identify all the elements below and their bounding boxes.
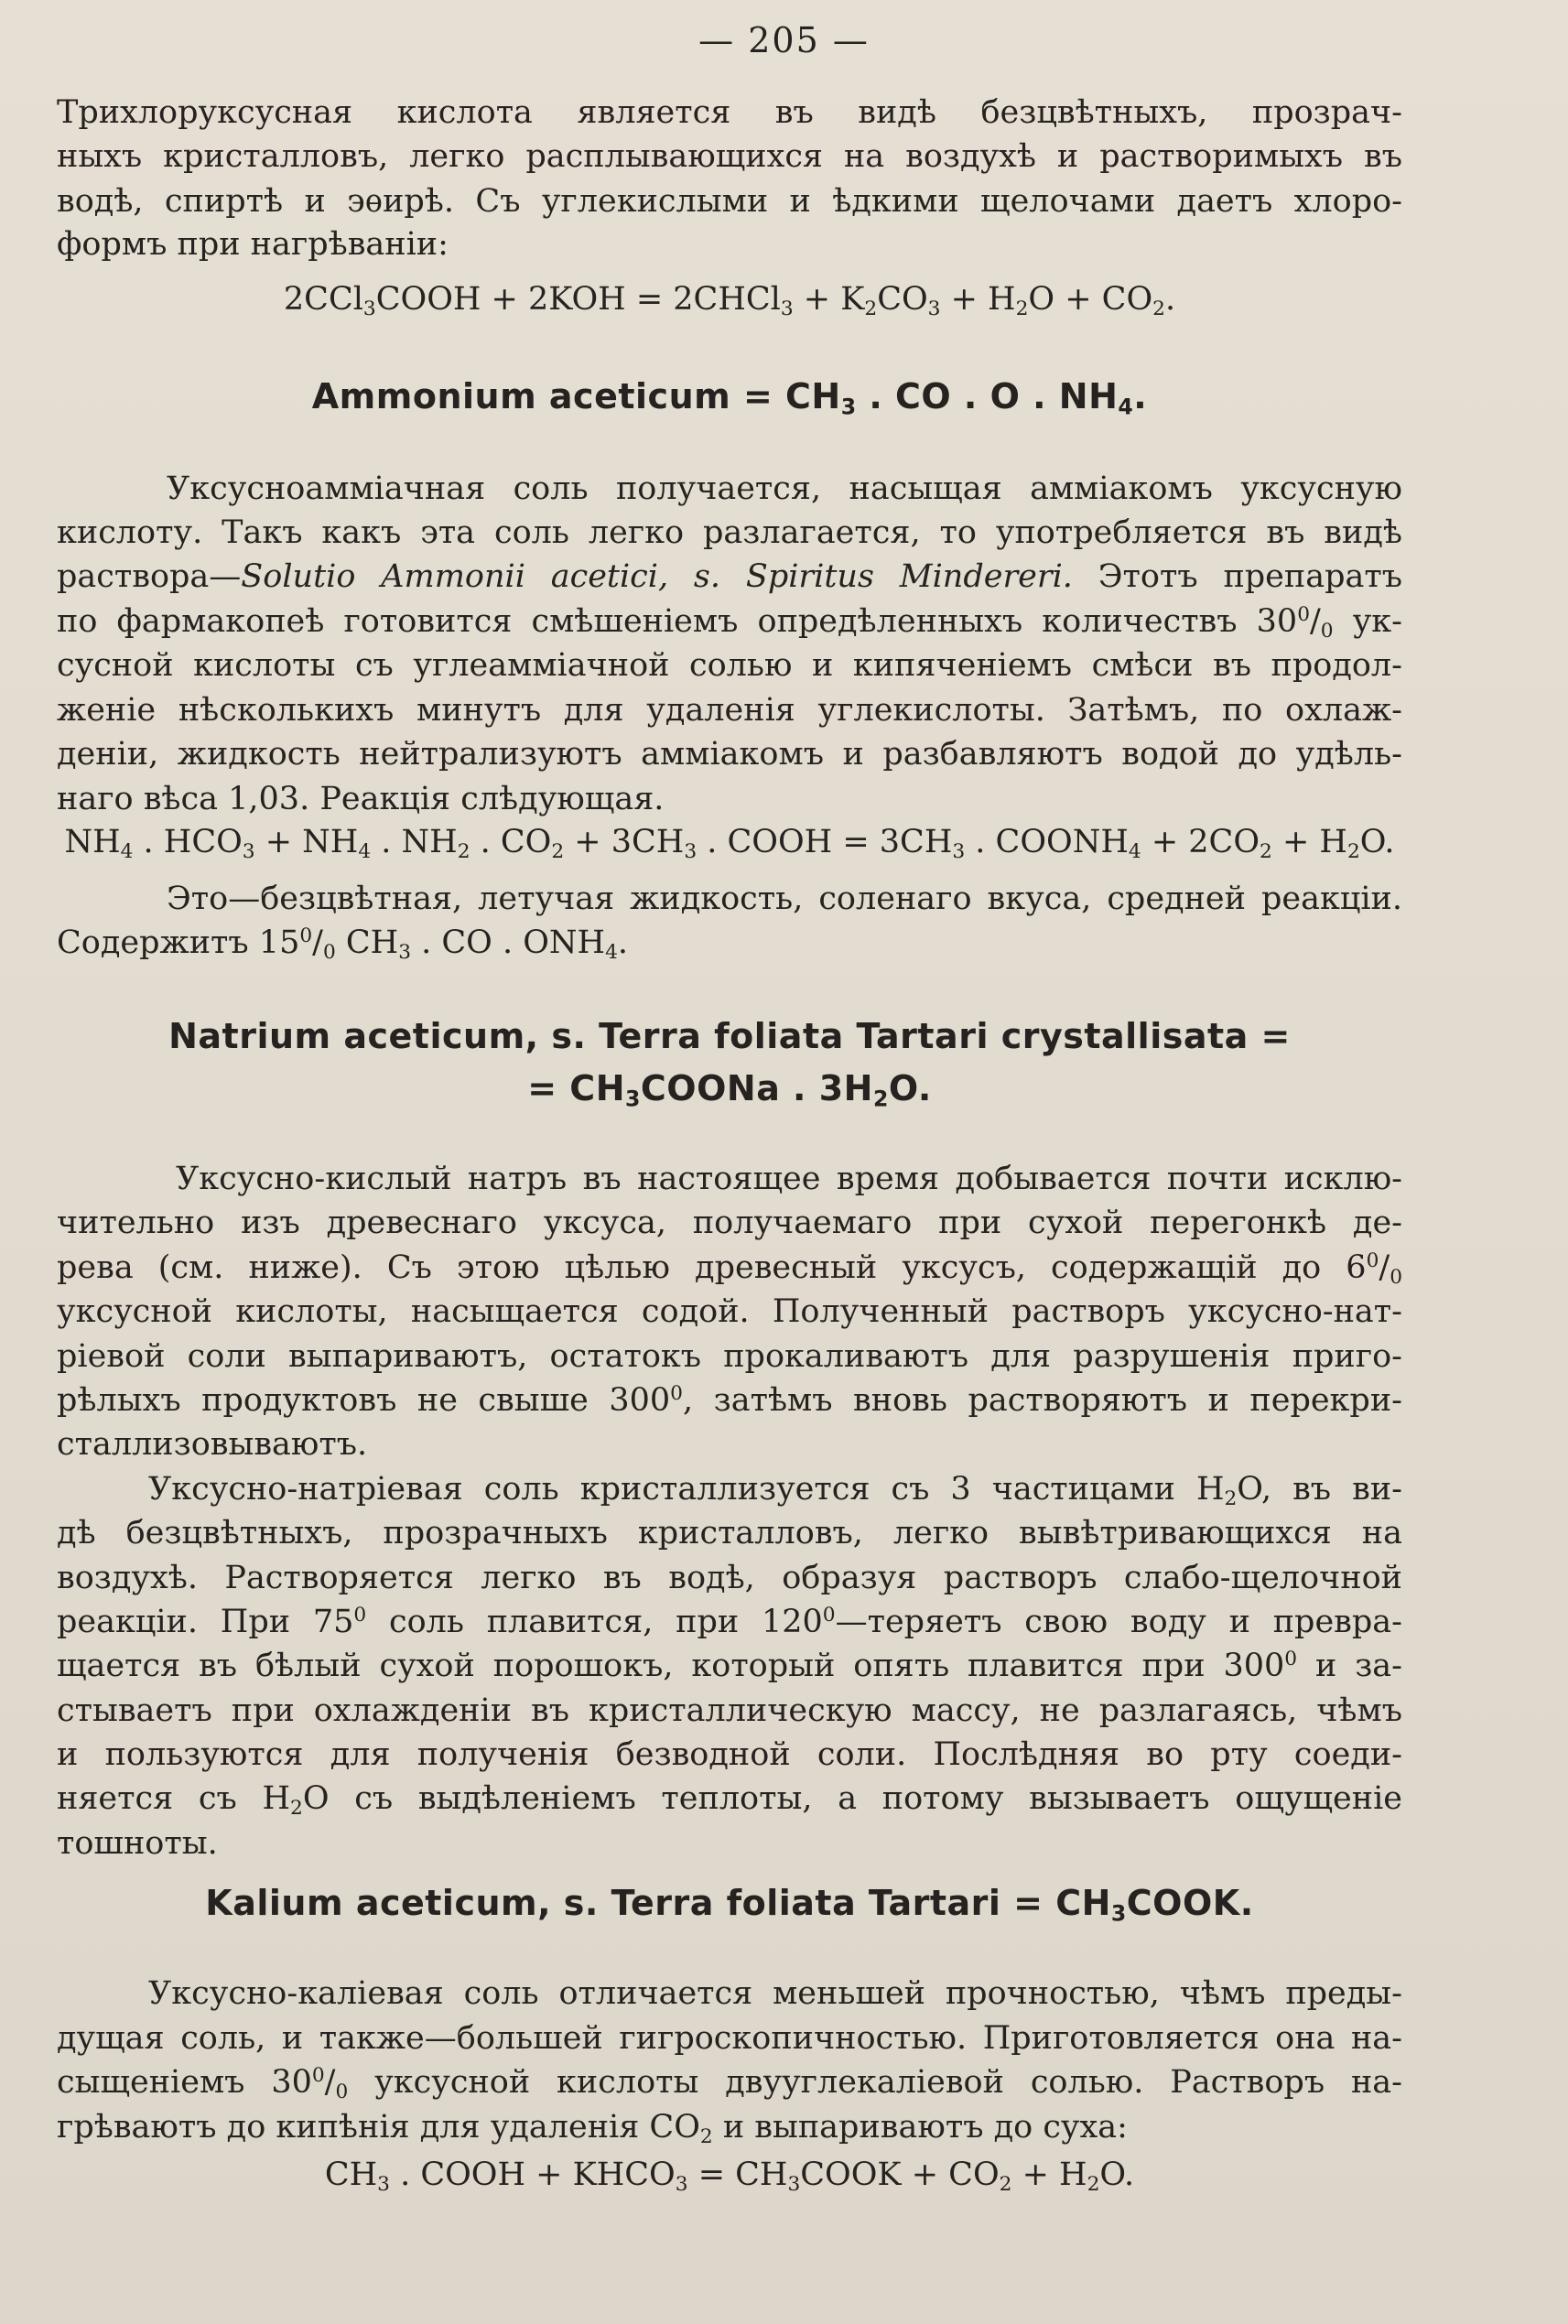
para1-line2: ныхъ кристалловъ, легко расплывающихся на воздухѣ и растворимыхъ въ [57,138,1402,175]
para2-line7: деніи, жидкость нейтрализуютъ амміакомъ и разбавляютъ водой до удѣль- [57,736,1402,773]
heading-ammonium-aceticum: Ammonium aceticum = $CH_3$ . CO . O . $NH_4$. [311,376,1148,420]
para1-line1: Трихлоруксусная кислота является въ видѣ безцвѣтныхъ, прозрач- [57,94,1402,131]
heading-natrium-formula: = $CH_3COONa$ . $3H_2O$. [527,1068,932,1112]
formula-trichloroacetic: 2CCl$_3$COOH + 2KOH = 2CHCl$_3$ + $K_2CO_3 + H_2O + CO_2$. [283,281,1176,321]
heading-natrium-aceticum: Natrium aceticum, s. Terra foliata Tartari crystallisata = [168,1016,1291,1056]
page-number: — 205 — [698,20,870,60]
para5-line7: и пользуются для полученія безводной соли. Послѣдняя во рту соеди- [57,1736,1402,1773]
formula-potassium-acetate: $CH_3$ . COOH + $KHCO_3$ = $CH_3COOK + CO_2 + H_2O$. [324,2156,1135,2197]
para4-line1: Уксусно-кислый натръ въ настоящее время добывается почти исклю- [176,1161,1402,1197]
para5-line8: няется съ $H_2O$ съ выдѣленіемъ теплоты, а потому вызываетъ ощущеніе [57,1780,1402,1821]
para5-line4: реакціи. При $75^0$ соль плавится, при $120^0—теряетъ$ свою воду и превра- [57,1604,1402,1640]
para3-line2: Содержитъ $15^0/_0$ $CH_3$ . CO . $ONH_4$. [57,924,629,965]
para3-line1: Это—безцвѣтная, летучая жидкость, соленаго вкуса, средней реакціи. [167,881,1402,917]
para5-line1: Уксусно-натріевая соль кристаллизуется съ 3 частицами $H_2O$, въ ви- [148,1471,1402,1511]
para2-line3: раствора—Solutio Ammonii acetici, s. Spiritus Mindereri. Этотъ препаратъ [57,558,1402,595]
para2-line4: по фармакопеѣ готовится смѣшеніемъ опредѣленныхъ количествъ $30^0/_0$ ук- [57,603,1403,643]
para5-line3: воздухѣ. Растворяется легко въ водѣ, образуя растворъ слабо-щелочной [57,1560,1402,1596]
para2-line1: Уксусноамміачная соль получается, насыщая амміакомъ уксусную [167,470,1402,507]
para4-line3: рева (см. ниже). Съ этою цѣлью древесный уксусъ, содержащій до $6^0/_0$ [57,1249,1402,1290]
heading-kalium-aceticum: Kalium aceticum, s. Terra foliata Tartari = $CH_3COOK$. [205,1883,1254,1927]
para2-line8: наго вѣса 1,03. Реакція слѣдующая. [57,781,665,817]
para1-line3: водѣ, спиртѣ и эѳирѣ. Съ углекислыми и ѣдкими щелочами даетъ хлоро- [57,183,1402,220]
para5-line9: тошноты. [57,1825,218,1862]
para4-line7: сталлизовываютъ. [57,1426,368,1463]
para6-line2: дущая соль, и также—большей гигроскопичностью. Приготовляется она на- [57,2020,1402,2057]
formula-ammonium-acetate: $NH_4$ . $HCO_3 + NH_4$ . $NH_2$ . $CO_2 + 3CH_3$ . COOH = $3CH_3$ . $COONH_4 + 2CO_2 + H_2O$. [64,824,1395,864]
para6-line1: Уксусно-каліевая соль отличается меньшей прочностью, чѣмъ преды- [148,1975,1402,2012]
para2-line6: женіе нѣсколькихъ минутъ для удаленія углекислоты. Затѣмъ, по охлаж- [57,692,1402,729]
para5-line6: стываетъ при охлажденіи въ кристаллическую массу, не разлагаясь, чѣмъ [57,1692,1402,1729]
para1-line4: формъ при нагрѣваніи: [57,226,449,263]
para6-line4: грѣваютъ до кипѣнія для удаленія $CO_2$ и выпариваютъ до суха: [57,2109,1128,2149]
para4-line5: ріевой соли выпариваютъ, остатокъ прокаливаютъ для разрушенія приго- [57,1338,1402,1375]
para5-line2: дѣ безцвѣтныхъ, прозрачныхъ кристалловъ, легко вывѣтривающихся на [57,1515,1402,1551]
para6-line3: сыщеніемъ $30^0/_0$ уксусной кислоты двууглекаліевой солью. Растворъ на- [57,2064,1402,2104]
para4-line4: уксусной кислоты, насыщается содой. Полученный растворъ уксусно-нат- [57,1293,1402,1330]
para4-line2: чительно изъ древеснаго уксуса, получаемаго при сухой перегонкѣ де- [57,1205,1402,1241]
para5-line5: щается въ бѣлый сухой порошокъ, который опять плавится при $300^0$ и за- [57,1648,1402,1684]
para4-line6: рѣлыхъ продуктовъ не свыше $300^0$, затѣмъ вновь растворяютъ и перекри- [57,1382,1402,1419]
para2-line5: сусной кислоты съ углеамміачной солью и кипяченіемъ смѣси въ продол- [57,647,1402,684]
para2-line2: кислоту. Такъ какъ эта соль легко разлагается, то употребляется въ видѣ [57,514,1402,551]
